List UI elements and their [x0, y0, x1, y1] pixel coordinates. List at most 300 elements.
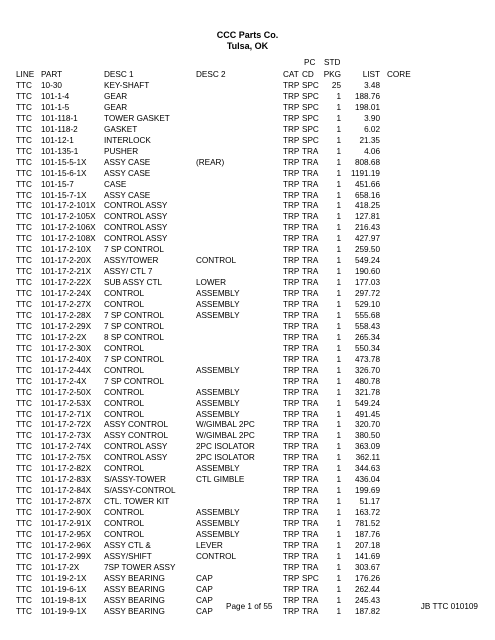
cell-desc2: 2PC ISOLATOR — [196, 442, 255, 452]
cell-list: 21.35 — [359, 135, 380, 145]
cell-pc-cd: TRA — [302, 409, 319, 419]
cell-std-pkg: 1 — [336, 256, 341, 266]
cell-part: 101-17-2-101X — [41, 201, 96, 211]
cell-std-pkg: 1 — [336, 113, 341, 123]
cell-part: 101-17-2-96X — [41, 540, 92, 550]
cell-desc2: CONTROL — [196, 256, 237, 266]
cell-pc-cd: TRA — [302, 376, 319, 386]
cell-pc-cd: TRA — [302, 278, 319, 288]
cell-pc-cd: TRA — [302, 321, 319, 331]
cell-pc-cd: TRA — [302, 497, 319, 507]
cell-part: 101-17-2-105X — [41, 212, 96, 222]
cell-part: 101-1-5 — [41, 102, 70, 112]
cell-desc1: 7 SP CONTROL — [104, 245, 164, 255]
cell-list: 549.24 — [354, 256, 380, 266]
cell-part: 101-17-2-91X — [41, 519, 92, 528]
table-row — [0, 430, 495, 441]
col-desc1: DESC 1 — [104, 70, 134, 79]
cell-desc1: CONTROL — [104, 464, 145, 474]
cell-desc1: CONTROL ASSY — [104, 223, 168, 233]
cell-list: 303.67 — [354, 562, 380, 572]
cell-part: 101-17-2-4X — [41, 376, 87, 386]
cell-pc-cd: TRA — [302, 223, 319, 233]
cell-cat: TRP — [283, 190, 300, 200]
table-row — [0, 463, 495, 474]
cell-cat: TRP — [283, 606, 300, 616]
cell-cat: TRP — [283, 486, 300, 496]
cell-part: 101-17-2-50X — [41, 387, 92, 397]
cell-line: TTC — [16, 190, 32, 200]
cell-std-pkg: 1 — [336, 300, 341, 309]
cell-part: 101-19-9-1X — [41, 606, 87, 616]
cell-pc-cd: TRA — [302, 606, 319, 616]
table-row — [0, 190, 495, 201]
cell-cat: TRP — [283, 442, 300, 452]
cell-list: 199.69 — [354, 486, 380, 496]
cell-std-pkg: 1 — [336, 442, 341, 452]
cell-desc1: CONTROL — [104, 508, 145, 518]
table-row — [0, 387, 495, 398]
cell-std-pkg: 1 — [336, 91, 341, 101]
cell-std-pkg: 25 — [331, 81, 341, 90]
table-row — [0, 299, 495, 310]
cell-std-pkg: 1 — [336, 310, 341, 320]
cell-pc-cd: TRA — [302, 584, 319, 594]
table-row — [0, 200, 495, 211]
cell-desc1: CASE — [104, 179, 127, 189]
cell-std-pkg: 1 — [336, 365, 341, 375]
cell-pc-cd: TRA — [302, 420, 319, 430]
cell-line: TTC — [16, 508, 32, 518]
table-row — [0, 474, 495, 485]
cell-desc2: LEVER — [196, 540, 223, 550]
cell-desc2: ASSEMBLY — [196, 464, 240, 474]
table-row — [0, 452, 495, 463]
cell-line: TTC — [16, 81, 32, 90]
cell-line: TTC — [16, 168, 32, 178]
cell-desc1: CONTROL — [104, 365, 145, 375]
cell-desc1: ASSY CONTROL — [104, 431, 169, 441]
cell-cat: TRP — [283, 453, 300, 463]
cell-pc-cd: TRA — [302, 529, 319, 539]
cell-cat: TRP — [283, 540, 300, 550]
table-row — [0, 157, 495, 168]
cell-part: 101-17-2-24X — [41, 289, 92, 299]
table-row — [0, 376, 495, 387]
cell-cat: TRP — [283, 146, 300, 156]
cell-part: 101-17-2-75X — [41, 453, 92, 463]
cell-part: 101-135-1 — [41, 146, 79, 156]
cell-list: 177.03 — [354, 278, 380, 288]
cell-pc-cd: SPC — [302, 102, 319, 112]
cell-part: 101-17-2-72X — [41, 420, 92, 430]
cell-line: TTC — [16, 234, 32, 244]
cell-cat: TRP — [283, 398, 300, 408]
cell-cat: TRP — [283, 321, 300, 331]
cell-part: 101-17-2-74X — [41, 442, 92, 452]
cell-std-pkg: 1 — [336, 267, 341, 277]
company-location: Tulsa, OK — [226, 41, 269, 51]
cell-cat: TRP — [283, 113, 300, 123]
cell-list: 245.43 — [354, 595, 380, 605]
table-row — [0, 584, 495, 595]
cell-cat: TRP — [283, 81, 300, 90]
cell-line: TTC — [16, 343, 32, 353]
cell-desc1: TOWER GASKET — [104, 113, 170, 123]
cell-part: 101-17-2-2X — [41, 332, 87, 342]
cell-line: TTC — [16, 442, 32, 452]
cell-desc1: CONTROL ASSY — [104, 442, 168, 452]
cell-cat: TRP — [283, 365, 300, 375]
cell-pc-cd: TRA — [302, 398, 319, 408]
cell-desc1: CONTROL ASSY — [104, 234, 168, 244]
table-row — [0, 91, 495, 102]
cell-cat: TRP — [283, 584, 300, 594]
cell-list: 427.97 — [354, 234, 380, 244]
cell-cat: TRP — [283, 343, 300, 353]
cell-desc1: ASSY/SHIFT — [104, 551, 152, 561]
cell-part: 101-19-6-1X — [41, 584, 87, 594]
cell-desc2: ASSEMBLY — [196, 387, 240, 397]
cell-std-pkg: 1 — [336, 102, 341, 112]
cell-cat: TRP — [283, 245, 300, 255]
cell-part: 101-15-7 — [41, 179, 74, 189]
table-row — [0, 288, 495, 299]
cell-desc1: CONTROL — [104, 398, 145, 408]
cell-part: 101-17-2-108X — [41, 234, 96, 244]
cell-std-pkg: 1 — [336, 486, 341, 496]
cell-line: TTC — [16, 420, 32, 430]
cell-line: TTC — [16, 540, 32, 550]
cell-desc1: ASSY BEARING — [104, 606, 165, 616]
cell-part: 101-118-1 — [41, 113, 78, 123]
cell-list: 216.43 — [354, 223, 380, 233]
cell-desc1: 7 SP CONTROL — [104, 376, 164, 386]
cell-desc2: ASSEMBLY — [196, 300, 240, 309]
cell-desc1: CONTROL — [104, 387, 145, 397]
cell-part: 101-15-5-1X — [41, 157, 87, 167]
cell-pc-cd: TRA — [302, 267, 319, 277]
cell-part: 101-1-4 — [41, 91, 70, 101]
cell-list: 187.82 — [354, 606, 380, 616]
cell-std-pkg: 1 — [336, 146, 341, 156]
table-row — [0, 277, 495, 288]
cell-list: 190.60 — [354, 267, 380, 277]
table-row — [0, 321, 495, 332]
cell-line: TTC — [16, 332, 32, 342]
cell-pc-cd: TRA — [302, 562, 319, 572]
cell-desc1: ASSY BEARING — [104, 595, 165, 605]
header-std-label: STD — [324, 58, 341, 67]
cell-cat: TRP — [283, 310, 300, 320]
cell-desc1: ASSY CONTROL — [104, 420, 169, 430]
cell-part: 101-17-2-27X — [41, 300, 92, 309]
cell-desc2: ASSEMBLY — [196, 529, 240, 539]
cell-line: TTC — [16, 387, 32, 397]
cell-list: 198.01 — [354, 102, 380, 112]
cell-cat: TRP — [283, 223, 300, 233]
cell-desc1: 7 SP CONTROL — [104, 354, 164, 364]
cell-std-pkg: 1 — [336, 234, 341, 244]
table-row — [0, 398, 495, 409]
cell-list: 4.06 — [364, 146, 380, 156]
cell-part: 101-17-2-22X — [41, 278, 92, 288]
cell-list: 658.16 — [354, 190, 380, 200]
column-header-row — [0, 69, 495, 80]
cell-line: TTC — [16, 310, 32, 320]
cell-cat: TRP — [283, 300, 300, 309]
table-row — [0, 419, 495, 430]
cell-line: TTC — [16, 289, 32, 299]
cell-line: TTC — [16, 267, 32, 277]
cell-std-pkg: 1 — [336, 321, 341, 331]
cell-line: TTC — [16, 157, 32, 167]
cell-std-pkg: 1 — [336, 508, 341, 518]
cell-std-pkg: 1 — [336, 595, 341, 605]
cell-desc1: CONTROL ASSY — [104, 201, 168, 211]
cell-pc-cd: TRA — [302, 190, 319, 200]
table-row — [0, 168, 495, 179]
cell-std-pkg: 1 — [336, 464, 341, 474]
cell-line: TTC — [16, 135, 32, 145]
cell-pc-cd: SPC — [302, 113, 319, 123]
cell-desc1: CONTROL ASSY — [104, 453, 168, 463]
cell-desc1: ASSY/ CTL 7 — [104, 267, 153, 277]
cell-pc-cd: TRA — [302, 387, 319, 397]
cell-desc2: ASSEMBLY — [196, 310, 240, 320]
cell-list: 362.11 — [355, 453, 380, 463]
cell-pc-cd: TRA — [302, 245, 319, 255]
cell-desc2: ASSEMBLY — [196, 365, 240, 375]
cell-pc-cd: TRA — [302, 453, 319, 463]
cell-part: 101-17-2-28X — [41, 310, 92, 320]
cell-pc-cd: SPC — [302, 124, 319, 134]
cell-std-pkg: 1 — [336, 354, 341, 364]
cell-pc-cd: SPC — [302, 91, 319, 101]
table-row — [0, 441, 495, 452]
cell-part: 101-17-2-90X — [41, 508, 92, 518]
cell-list: 51.17 — [359, 497, 380, 507]
cell-cat: TRP — [283, 464, 300, 474]
cell-list: 344.63 — [354, 464, 380, 474]
cell-list: 480.78 — [354, 376, 380, 386]
cell-pc-cd: TRA — [302, 201, 319, 211]
table-row — [0, 266, 495, 277]
cell-desc2: ASSEMBLY — [196, 508, 240, 518]
table-row — [0, 354, 495, 365]
cell-part: 101-17-2-73X — [41, 431, 92, 441]
cell-std-pkg: 1 — [336, 497, 341, 507]
cell-std-pkg: 1 — [336, 453, 341, 463]
cell-desc2: CAP — [196, 573, 213, 583]
cell-list: 473.78 — [354, 354, 380, 364]
cell-part: 101-15-7-1X — [41, 190, 87, 200]
cell-list: 176.26 — [354, 573, 380, 583]
cell-list: 259.50 — [354, 245, 380, 255]
cell-cat: TRP — [283, 256, 300, 266]
cell-std-pkg: 1 — [336, 409, 341, 419]
cell-pc-cd: TRA — [302, 519, 319, 528]
cell-std-pkg: 1 — [336, 289, 341, 299]
cell-desc1: S/ASSY-TOWER — [104, 475, 166, 485]
cell-part: 101-19-2-1X — [41, 573, 87, 583]
cell-part: 101-17-2-44X — [41, 365, 92, 375]
cell-cat: TRP — [283, 278, 300, 288]
cell-std-pkg: 1 — [336, 431, 341, 441]
cell-pc-cd: TRA — [302, 332, 319, 342]
cell-std-pkg: 1 — [336, 223, 341, 233]
cell-desc1: ASSY BEARING — [104, 573, 165, 583]
cell-list: 6.02 — [364, 124, 380, 134]
cell-cat: TRP — [283, 267, 300, 277]
col-core: CORE — [387, 70, 411, 79]
document-code: JB TTC 010109 — [420, 602, 478, 611]
cell-line: TTC — [16, 551, 32, 561]
table-row — [0, 529, 495, 540]
cell-pc-cd: TRA — [302, 289, 319, 299]
cell-pc-cd: TRA — [302, 365, 319, 375]
table-row — [0, 562, 495, 573]
cell-part: 101-17-2-87X — [41, 497, 92, 507]
cell-pc-cd: TRA — [302, 234, 319, 244]
cell-pc-cd: TRA — [302, 212, 319, 222]
table-row — [0, 146, 495, 157]
cell-line: TTC — [16, 475, 32, 485]
table-row — [0, 551, 495, 562]
cell-list: 491.45 — [354, 409, 380, 419]
cell-list: 321.78 — [354, 387, 380, 397]
cell-std-pkg: 1 — [336, 606, 341, 616]
cell-cat: TRP — [283, 289, 300, 299]
cell-std-pkg: 1 — [336, 168, 341, 178]
table-row — [0, 343, 495, 354]
table-row — [0, 102, 495, 113]
cell-part: 101-12-1 — [41, 135, 74, 145]
cell-cat: TRP — [283, 595, 300, 605]
cell-cat: TRP — [283, 91, 300, 101]
cell-desc2: ASSEMBLY — [196, 519, 240, 528]
cell-part: 101-17-2-95X — [41, 529, 92, 539]
cell-line: TTC — [16, 464, 32, 474]
cell-line: TTC — [16, 212, 32, 222]
page-number: Page 1 of 55 — [226, 602, 273, 611]
cell-cat: TRP — [283, 354, 300, 364]
cell-pc-cd: TRA — [302, 157, 319, 167]
cell-desc1: GASKET — [104, 124, 138, 134]
cell-line: TTC — [16, 179, 32, 189]
table-row — [0, 222, 495, 233]
cell-desc1: GEAR — [104, 102, 128, 112]
cell-desc1: CONTROL — [104, 343, 145, 353]
table-row — [0, 233, 495, 244]
cell-list: 262.44 — [354, 584, 380, 594]
cell-desc1: S/ASSY-CONTROL — [104, 486, 176, 496]
cell-cat: TRP — [283, 573, 300, 583]
cell-list: 781.52 — [354, 519, 380, 528]
cell-line: TTC — [16, 223, 32, 233]
table-row — [0, 244, 495, 255]
cell-line: TTC — [16, 453, 32, 463]
cell-pc-cd: TRA — [302, 442, 319, 452]
table-row — [0, 135, 495, 146]
cell-desc1: ASSY CASE — [104, 168, 151, 178]
table-row — [0, 332, 495, 343]
cell-cat: TRP — [283, 234, 300, 244]
cell-cat: TRP — [283, 212, 300, 222]
cell-line: TTC — [16, 124, 32, 134]
cell-cat: TRP — [283, 508, 300, 518]
cell-list: 187.76 — [354, 529, 380, 539]
cell-cat: TRP — [283, 431, 300, 441]
cell-list: 326.70 — [354, 365, 380, 375]
cell-std-pkg: 1 — [336, 157, 341, 167]
cell-std-pkg: 1 — [336, 551, 341, 561]
table-row — [0, 179, 495, 190]
table-row — [0, 573, 495, 584]
cell-std-pkg: 1 — [336, 573, 341, 583]
cell-desc1: CONTROL — [104, 289, 145, 299]
cell-pc-cd: TRA — [302, 508, 319, 518]
cell-std-pkg: 1 — [336, 398, 341, 408]
cell-list: 380.50 — [354, 431, 380, 441]
cell-cat: TRP — [283, 157, 300, 167]
cell-list: 363.09 — [354, 442, 380, 452]
cell-list: 188.76 — [354, 91, 380, 101]
cell-line: TTC — [16, 91, 32, 101]
header-pc-label: PC — [304, 58, 316, 67]
table-row — [0, 80, 495, 91]
cell-part: 101-19-8-1X — [41, 595, 87, 605]
cell-list: 163.72 — [354, 508, 380, 518]
cell-pc-cd: TRA — [302, 464, 319, 474]
cell-part: 101-17-2-82X — [41, 464, 92, 474]
cell-line: TTC — [16, 584, 32, 594]
cell-desc1: ASSY/TOWER — [104, 256, 159, 266]
cell-line: TTC — [16, 573, 32, 583]
cell-part: 101-118-2 — [41, 124, 78, 134]
cell-part: 101-17-2-40X — [41, 354, 92, 364]
cell-pc-cd: TRA — [302, 475, 319, 485]
cell-pc-cd: TRA — [302, 354, 319, 364]
cell-line: TTC — [16, 102, 32, 112]
cell-line: TTC — [16, 409, 32, 419]
cell-part: 101-17-2-30X — [41, 343, 92, 353]
cell-desc1: ASSY CASE — [104, 157, 151, 167]
cell-std-pkg: 1 — [336, 584, 341, 594]
cell-line: TTC — [16, 606, 32, 616]
cell-desc2: ASSEMBLY — [196, 289, 240, 299]
col-pc-cd: CD — [302, 70, 314, 79]
cell-pc-cd: TRA — [302, 343, 319, 353]
cell-desc1: KEY-SHAFT — [104, 81, 150, 90]
cell-desc2: LOWER — [196, 278, 227, 288]
cell-line: TTC — [16, 519, 32, 528]
cell-desc1: ASSY CTL & — [104, 540, 151, 550]
cell-desc1: CONTROL — [104, 529, 145, 539]
cell-std-pkg: 1 — [336, 332, 341, 342]
cell-desc1: PUSHER — [104, 146, 139, 156]
cell-pc-cd: TRA — [302, 256, 319, 266]
col-std-pkg: PKG — [323, 70, 341, 79]
cell-cat: TRP — [283, 562, 300, 572]
cell-std-pkg: 1 — [336, 179, 341, 189]
cell-std-pkg: 1 — [336, 475, 341, 485]
cell-std-pkg: 1 — [336, 212, 341, 222]
table-row — [0, 124, 495, 135]
cell-part: 101-17-2-20X — [41, 256, 92, 266]
cell-desc2: CAP — [196, 595, 213, 605]
cell-line: TTC — [16, 486, 32, 496]
